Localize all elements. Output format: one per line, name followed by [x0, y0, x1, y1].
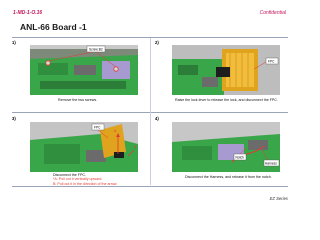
- step-4-photo: [172, 122, 280, 172]
- step-3-photo: [30, 122, 138, 172]
- step-2-photo: [172, 45, 280, 95]
- step-3-callout-b: B: [134, 145, 137, 149]
- step-4-callout-harness: Harness: [265, 161, 277, 166]
- step-1-number: 1): [12, 40, 16, 45]
- step-4-caption: Disconnect the Harness, and release it from the notch.: [185, 175, 272, 179]
- confidential-label: Confidential: [259, 10, 286, 16]
- step-2-number: 2): [155, 40, 159, 45]
- step-3-callout-fpc: FPC: [94, 125, 101, 130]
- step-3-caption: [53, 173, 117, 186]
- step-2-callout-fpc: FPC: [268, 59, 275, 64]
- page-title: ANL-66 Board -1: [20, 22, 87, 32]
- step-1-callout-screw: Screw:B2: [89, 47, 103, 52]
- step-1-photo: [30, 45, 138, 95]
- series-label: EZ Series: [269, 196, 288, 201]
- step-3-caption-line-3: B: Pull out it in the direction of the arrow.: [53, 181, 118, 186]
- column-divider: [150, 38, 151, 185]
- document-id: 1-MD-1-O.16: [13, 10, 43, 16]
- step-3-callout-a: A: [114, 129, 117, 133]
- step-4-callout-notch: Notch: [235, 155, 244, 160]
- step-3-caption-line-1: Disconnect the FPC.: [53, 173, 86, 177]
- step-1-caption: Remove the two screws.: [58, 98, 98, 102]
- step-4-number: 4): [155, 116, 159, 121]
- step-3-caption-line-2: *A: Pull out it vertically upward.: [53, 177, 103, 182]
- step-3-number: 3): [12, 116, 16, 121]
- step-2-caption: Raise the lock lever to release the lock, and disconnect the FPC.: [175, 98, 278, 102]
